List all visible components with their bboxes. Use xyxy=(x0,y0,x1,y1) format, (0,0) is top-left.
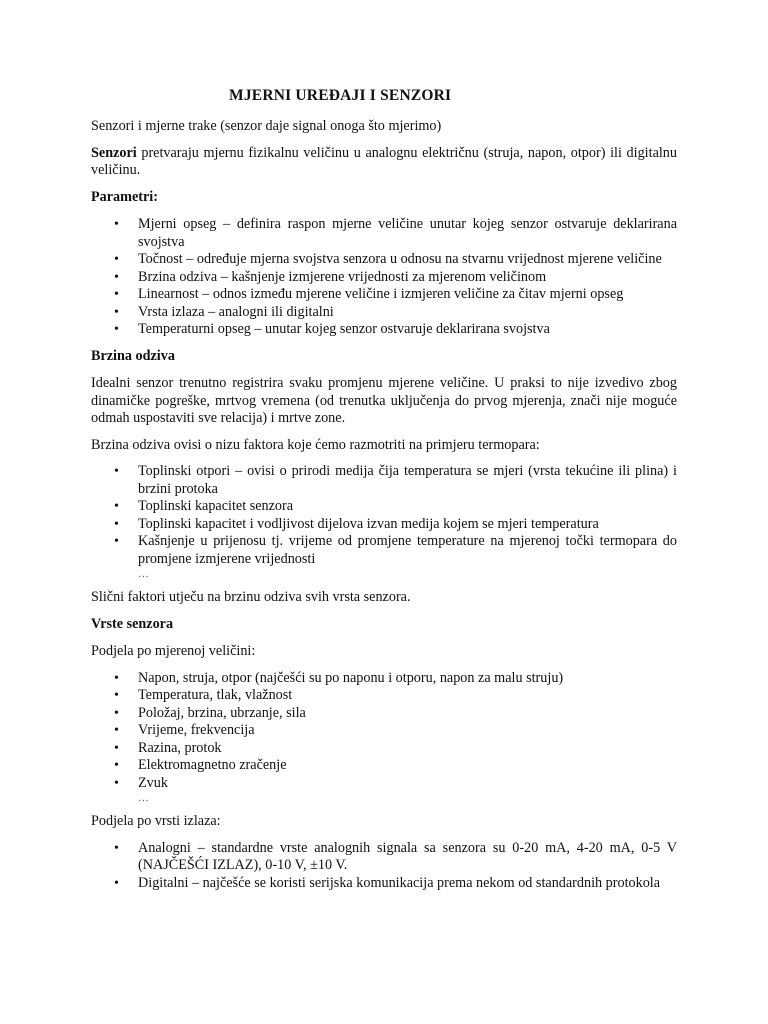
definition-text: pretvaraju mjernu fizikalnu veličinu u analognu električnu (struja, napon, otpor) ili digitalnu veličinu. xyxy=(91,144,677,178)
definition-term: Senzori xyxy=(91,144,137,161)
list-item: • Mjerni opseg – definira raspon mjerne veličine unutar kojeg senzor ostvaruje deklarirana svojstva xyxy=(91,216,677,251)
parametri-list xyxy=(91,216,677,339)
parametri-heading: Parametri: xyxy=(91,188,158,205)
document-body xyxy=(91,86,677,901)
definition-paragraph xyxy=(91,145,677,180)
list-item: • Toplinski kapacitet senzora xyxy=(91,498,677,516)
list-item: • Položaj, brzina, ubrzanje, sila xyxy=(91,705,677,723)
list-item: • Zvuk xyxy=(91,775,677,793)
list-item: • Analogni – standardne vrste analognih signala sa senzora su 0-20 mA, 4-20 mA, 0-5 V (NAJČEŠĆI IZLAZ), 0-10 V, ±10 V. xyxy=(91,840,677,875)
vrste-list-1 xyxy=(91,670,677,805)
intro-paragraph: Senzori i mjerne trake (senzor daje signal onoga što mjerimo) xyxy=(91,118,442,134)
vrste-list-2 xyxy=(91,840,677,893)
brzina-list xyxy=(91,463,677,580)
brzina-heading: Brzina odziva xyxy=(91,347,175,364)
list-item: • Temperaturni opseg – unutar kojeg senzor ostvaruje deklarirana svojstva xyxy=(91,321,677,339)
vrste-subheading-1: Podjela po mjerenoj veličini: xyxy=(91,643,256,659)
list-item: • Točnost – određuje mjerna svojstva senzora u odnosu na stvarnu vrijednost mjerene veličine xyxy=(91,251,677,269)
list-item: • Linearnost – odnos između mjerene veličine i izmjeren veličine za čitav mjerni opseg xyxy=(91,286,677,304)
list-item: • Toplinski kapacitet i vodljivost dijelova izvan medija kojem se mjeri temperatura xyxy=(91,516,677,534)
list-item: • Temperatura, tlak, vlažnost xyxy=(91,687,677,705)
list-item: • Vrijeme, frekvencija xyxy=(91,722,677,740)
list-ellipsis: … xyxy=(138,792,150,804)
brzina-paragraph-2: Brzina odziva ovisi o nizu faktora koje ćemo razmotriti na primjeru termopara: xyxy=(91,436,540,453)
list-item: • Brzina odziva – kašnjenje izmjerene vrijednosti za mjerenom veličinom xyxy=(91,269,677,287)
list-item: • Kašnjenje u prijenosu tj. vrijeme od promjene temperature na mjerenoj točki termopara do promjene izmjerene vrijednosti xyxy=(91,533,677,568)
brzina-paragraph-3: Slični faktori utječu na brzinu odziva svih vrsta senzora. xyxy=(91,589,411,605)
vrste-heading: Vrste senzora xyxy=(91,615,174,632)
list-item: • Razina, protok xyxy=(91,740,677,758)
list-item: • Napon, struja, otpor (najčešći su po naponu i otporu, napon za malu struju) xyxy=(91,670,677,688)
list-ellipsis: … xyxy=(138,568,150,580)
list-item: • Vrsta izlaza – analogni ili digitalni xyxy=(91,304,677,322)
vrste-subheading-2: Podjela po vrsti izlaza: xyxy=(91,813,221,829)
page-title: MJERNI UREĐAJI I SENZORI xyxy=(229,87,452,104)
list-item: • Elektromagnetno zračenje xyxy=(91,757,677,775)
list-item: • Digitalni – najčešće se koristi serijska komunikacija prema nekom od standardnih protokola xyxy=(91,875,677,893)
brzina-paragraph-1: Idealni senzor trenutno registrira svaku promjenu mjerene veličine. U praksi to nije izvedivo zbog dinamičke pogreške, mrtvog vremena (od trenutka uključenja do prvog mjerenja, znači nije moguće odmah uspostaviti sve relacija) i mrtve zone. xyxy=(91,375,677,426)
list-item: • Toplinski otpori – ovisi o prirodi medija čija temperatura se mjeri (vrsta tekućine ili plina) i brzini protoka xyxy=(91,463,677,498)
